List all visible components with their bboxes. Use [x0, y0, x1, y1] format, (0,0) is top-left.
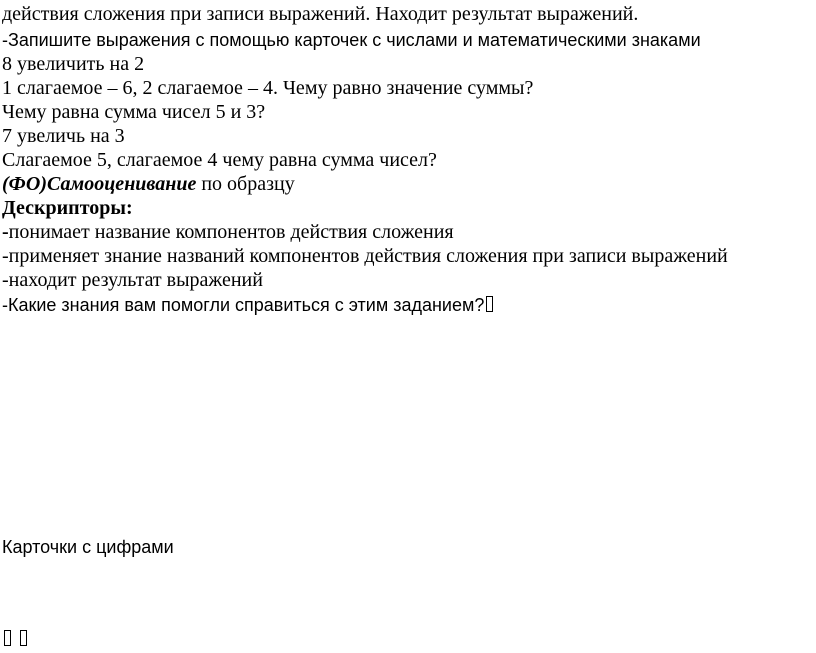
question-text: -Какие знания вам помогли справиться с этим заданием? — [2, 295, 485, 315]
glyph-row — [4, 630, 36, 650]
text-line-7: Слагаемое 5, слагаемое 4 чему равна сумма чисел? — [2, 149, 437, 171]
self-assessment-rest: по образцу — [196, 173, 295, 195]
text-line-3: 8 увеличить на 2 — [2, 53, 145, 75]
missing-glyph-box-icon — [4, 630, 11, 646]
descriptor-3: -находит результат выражений — [2, 269, 263, 291]
self-assessment-label: (ФО)Самооценивание — [2, 173, 197, 195]
text-line-6: 7 увеличь на 3 — [2, 125, 125, 147]
text-line-8 — [2, 172, 295, 196]
missing-glyph-box-icon — [20, 630, 27, 646]
descriptor-1 — [2, 220, 454, 244]
text-line-4: 1 слагаемое – 6, 2 слагаемое – 4. Чему равно значение суммы? — [2, 77, 534, 99]
question-line — [2, 293, 493, 317]
text-line-2-instruction: -Запишите выражения с помощью карточек с числами и математическими знаками — [2, 30, 701, 50]
descriptor-1-text: понимает название компонентов действия сложения — [8, 221, 454, 243]
descriptors-heading: Дескрипторы: — [2, 197, 133, 219]
text-line-1: действия сложения при записи выражений. Находит результат выражений. — [2, 3, 639, 25]
cards-caption: Карточки с цифрами — [2, 537, 174, 557]
descriptor-2: -применяет знание названий компонентов действия сложения при записи выражений — [2, 245, 728, 267]
missing-glyph-box-icon — [486, 296, 493, 312]
descriptor-1-dash: - — [2, 221, 9, 243]
text-line-5: Чему равна сумма чисел 5 и 3? — [2, 101, 266, 123]
